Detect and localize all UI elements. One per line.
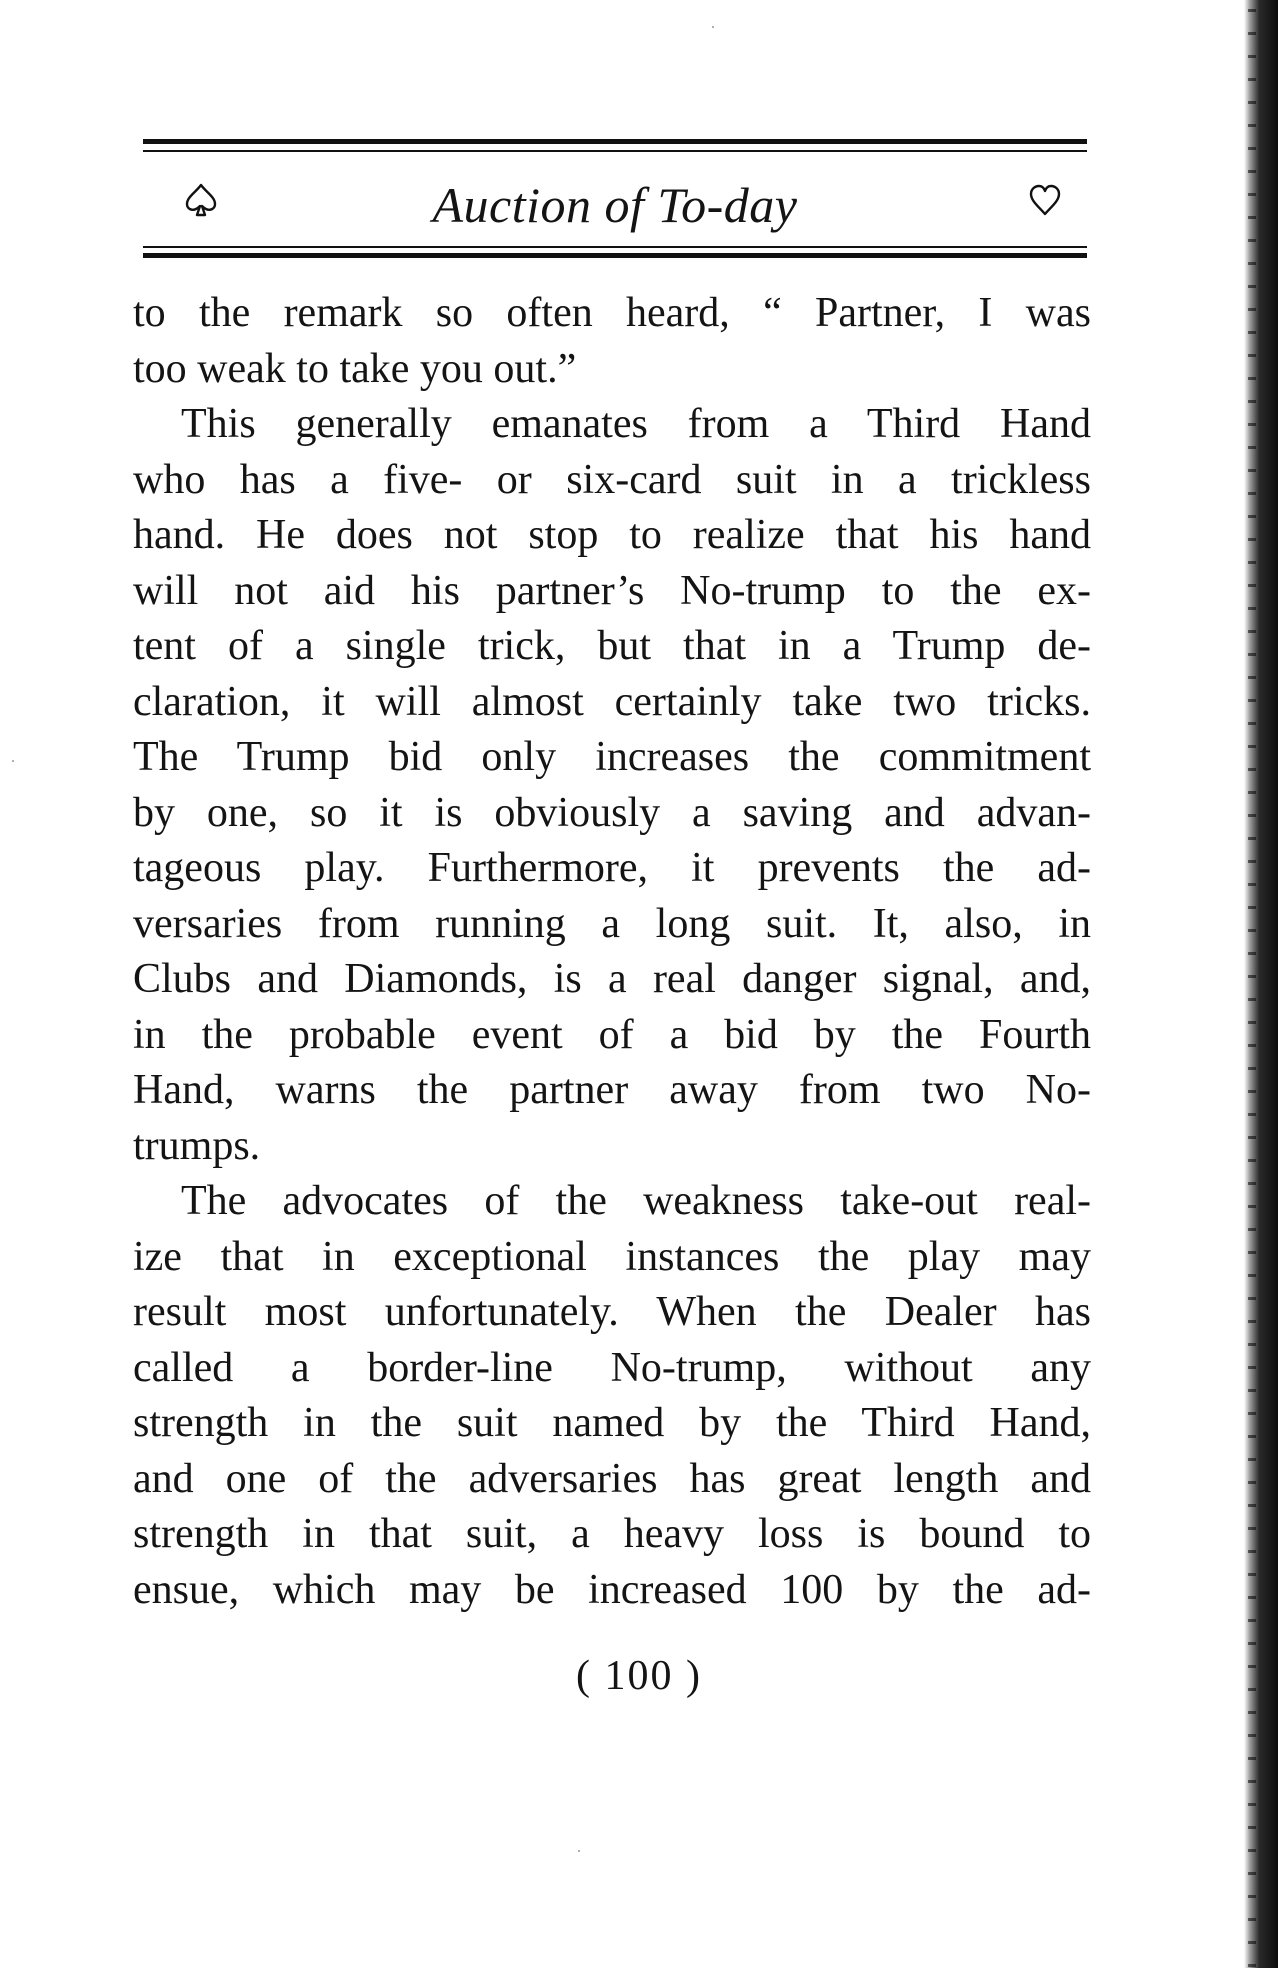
scan-speck (712, 26, 714, 28)
text-line: ize that in exceptional instances the play may (133, 1233, 1091, 1280)
text-line: in the probable event of a bid by the Fourth (133, 1011, 1091, 1058)
text-line: and one of the adversaries has great length and (133, 1455, 1091, 1502)
text-line: tageous play. Furthermore, it prevents the ad- (133, 845, 1091, 891)
body-text (133, 286, 1091, 1618)
text-line: This generally emanates from a Third Hand (181, 401, 1091, 447)
scan-speck (578, 1850, 580, 1852)
header-rule-top-thick (143, 139, 1087, 144)
text-line: strength in the suit named by the Third Hand, (133, 1400, 1091, 1446)
text-line: The Trump bid only increases the commitment (133, 734, 1091, 780)
text-line: will not aid his partner’s No-trump to the ex- (133, 567, 1091, 614)
text-line: by one, so it is obviously a saving and advan- (133, 789, 1091, 836)
heart-icon (1025, 180, 1065, 220)
text-line: result most unfortunately. When the Dealer has (133, 1289, 1091, 1335)
text-line: who has a five- or six-card suit in a trickless (133, 456, 1091, 503)
text-line: The advocates of the weakness take-out real- (181, 1178, 1091, 1224)
scan-speck (12, 760, 14, 762)
text-line: hand. He does not stop to realize that his hand (133, 512, 1091, 558)
text-line: strength in that suit, a heavy loss is bound to (133, 1511, 1091, 1557)
text-line: to the remark so often heard, “ Partner, I was (133, 290, 1091, 336)
text-line: trumps. (133, 1122, 261, 1169)
text-line: too weak to take you out.” (133, 345, 577, 392)
text-line: Clubs and Diamonds, is a real danger signal, and, (133, 956, 1091, 1002)
text-line: called a border-line No-trump, without any (133, 1344, 1091, 1391)
running-head (143, 170, 1087, 240)
text-line: Hand, warns the partner away from two No- (133, 1067, 1091, 1113)
header-rule-top-thin (143, 150, 1087, 152)
text-line: versaries from running a long suit. It, also, in (133, 900, 1091, 947)
text-line: ensue, which may be increased 100 by the ad- (133, 1566, 1091, 1613)
text-line: claration, it will almost certainly take two tricks. (133, 678, 1091, 725)
text-line: tent of a single trick, but that in a Trump de- (133, 623, 1091, 669)
header-rule-bottom-thin (143, 246, 1087, 248)
running-head-title: Auction of To-day (432, 177, 798, 233)
header-rule-bottom-thick (143, 253, 1087, 258)
page-number: ( 100 ) (576, 1653, 702, 1699)
